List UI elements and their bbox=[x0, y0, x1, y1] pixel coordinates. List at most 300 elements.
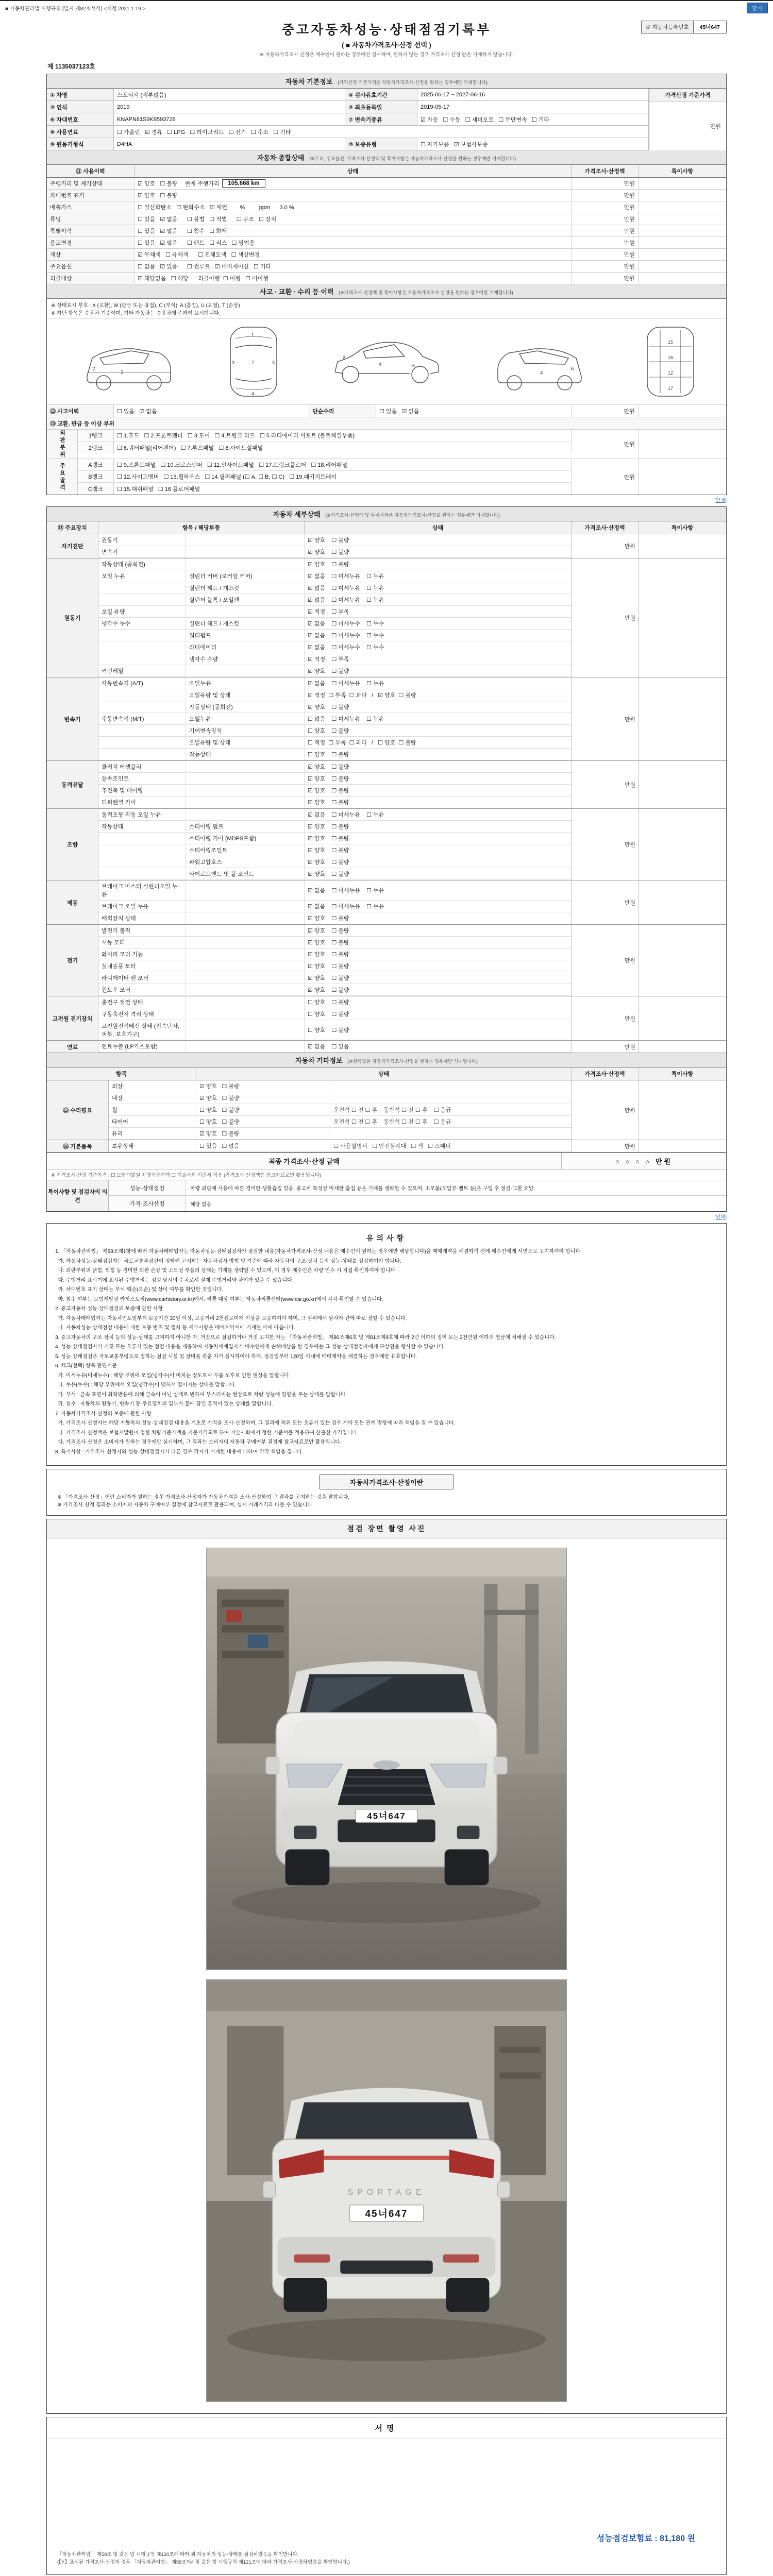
rank-row bbox=[78, 430, 572, 442]
group-note bbox=[638, 1140, 726, 1152]
field-label: ⑩ 보증유형 bbox=[345, 138, 417, 150]
group-note bbox=[638, 996, 726, 1040]
row-status-checkboxes: ☑ 무채색 ☐ 유채색 ☐ 전체도색 ☐ 색상변경 bbox=[138, 252, 260, 258]
detail-row bbox=[98, 761, 572, 773]
detail-row bbox=[98, 912, 572, 924]
rank-label: B랭크 bbox=[78, 471, 114, 482]
row-subitem: 작동상태 bbox=[186, 749, 305, 760]
row-item: 구동축전지 격리 상태 bbox=[98, 1008, 186, 1020]
row-subitem: 실린더 헤드 / 개스킷 bbox=[186, 618, 305, 629]
row-item bbox=[98, 653, 186, 665]
row-subitem bbox=[186, 925, 305, 936]
row-subitem: 오일누유 bbox=[186, 713, 305, 724]
row-subitem bbox=[186, 796, 305, 808]
detail-row bbox=[98, 773, 572, 785]
detail-row bbox=[98, 960, 572, 972]
row-status-checkboxes: ☑ 양호 ☐ 불량 bbox=[308, 975, 349, 981]
detail-row bbox=[98, 749, 572, 760]
detail-row bbox=[98, 996, 572, 1008]
row-status-checkboxes: ☑ 없음 ☐ 미세누유 ☐ 누유 bbox=[308, 597, 384, 603]
notice-paragraph: 다. 부식 : 금속 표면이 화학반응에 의해 금속이 아닌 상태로 변하여 부스러지는 현상으로 차량 성능에 영향을 주는 상태를 말합니다. bbox=[55, 1392, 347, 1398]
col-status: 상태 bbox=[196, 1067, 572, 1080]
field-value: D4HA bbox=[114, 138, 345, 150]
etc-group bbox=[47, 1140, 726, 1153]
etc-row bbox=[109, 1128, 572, 1140]
field-value: 2025-06-17 ~ 2027-06-16 bbox=[417, 89, 649, 101]
row-subitem: 라디에이터 bbox=[186, 641, 305, 653]
row-note bbox=[638, 249, 726, 260]
inspection-photo-front bbox=[206, 1548, 567, 1970]
row-label: 용도변경 bbox=[47, 237, 135, 248]
row-status-checkboxes: ☑ 양호 ☐ 불량 bbox=[308, 704, 349, 710]
svg-text:2: 2 bbox=[92, 366, 95, 372]
row-item: 변속기 bbox=[98, 546, 186, 557]
comprehensive-row bbox=[47, 213, 726, 225]
section-bar-comprehensive bbox=[47, 150, 726, 165]
pricing-info-title: 자동차가격조사·산정이란 bbox=[320, 1475, 453, 1489]
detail-group bbox=[47, 809, 726, 880]
row-item bbox=[98, 856, 186, 868]
row-subitem: 냉각수 수량 bbox=[186, 653, 305, 665]
row-subitem bbox=[186, 912, 305, 924]
section-note: (※가격조사·산정액 및 특이사항은 자동차가격조사·산정을 원하는 경우에만 기재합니다) bbox=[325, 513, 500, 518]
row-subitem: 실린더 헤드 / 개스킷 bbox=[186, 582, 305, 594]
row-status-checkboxes: ☑ 없음 ☐ 미세누유 ☐ 누유 bbox=[308, 812, 384, 818]
row-note bbox=[638, 273, 726, 284]
notice-paragraph: 5. 성능·상태점검은 국토교통부령으로 정하는 점검 시설 및 장비를 갖춘 자가 실시하여야 하며, 점검일부터 120일 이내에 매매계약을 체결하는 경우에만 유효합니다. bbox=[55, 1353, 417, 1360]
row-status-checkboxes: ☑ 양호 ☐ 불량 bbox=[308, 871, 349, 877]
row-item: 시동 모터 bbox=[98, 937, 186, 948]
row-price: 만원 bbox=[572, 201, 638, 213]
field-label: ④ 검사유효기간 bbox=[345, 89, 417, 101]
row-note bbox=[638, 237, 726, 248]
detail-row bbox=[98, 701, 572, 713]
group-note bbox=[638, 925, 726, 996]
row-status-checkboxes: ☑ 양호 ☐ 불량 bbox=[308, 668, 349, 674]
row-label: 주요옵션 bbox=[47, 261, 135, 272]
row-note bbox=[638, 225, 726, 236]
detail-row bbox=[98, 534, 572, 546]
group-name: 자기진단 bbox=[47, 534, 98, 558]
detail-row bbox=[98, 665, 572, 677]
group-name: 원동기 bbox=[47, 558, 98, 677]
row-subitem: 타이로드엔드 및 볼 조인트 bbox=[186, 868, 305, 879]
row-label: 튜닝 bbox=[47, 213, 135, 225]
section-bar-etc bbox=[47, 1053, 726, 1067]
car-diagram-side-view-icon bbox=[327, 333, 446, 390]
detail-row bbox=[98, 1020, 572, 1040]
svg-text:17: 17 bbox=[668, 386, 674, 391]
group-note bbox=[638, 558, 726, 677]
row-item: 오일 유량 bbox=[98, 606, 186, 617]
detail-row bbox=[98, 594, 572, 606]
group-name: 동력전달 bbox=[47, 761, 98, 808]
group-name: 연료 bbox=[47, 1041, 98, 1053]
group-name: 변속기 bbox=[47, 677, 98, 760]
row-item bbox=[98, 844, 186, 856]
rank-label: C랭크 bbox=[78, 483, 114, 495]
comprehensive-row bbox=[47, 178, 726, 190]
row-price: 만원 bbox=[572, 178, 638, 189]
row-item bbox=[98, 701, 186, 713]
print-link[interactable]: [인쇄] bbox=[714, 1214, 727, 1220]
document-header bbox=[46, 16, 727, 71]
rank-items: ☐ 1.후드 ☐ 2.프론트펜더 ☐ 3.도어 ☐ 4.트렁크 리드 ☐ 5.라디에이터 서포트 (볼트체결부품) bbox=[114, 430, 572, 441]
pricing-info-line: ※ 가격조사·산정 결과는 소비자의 자동차 구매여부 결정에 참고자료로 활용되며, 실제 거래가격과 다를 수 있습니다. bbox=[57, 1502, 314, 1508]
section-bar-detail bbox=[47, 507, 726, 521]
subtitle: ( ■ 자동차가격조사·산정 선택 ) bbox=[342, 41, 431, 49]
row-item: 배력장치 상태 bbox=[98, 912, 186, 924]
row-extra-checkboxes bbox=[330, 1092, 572, 1104]
detail-row bbox=[98, 937, 572, 948]
rank-items: ☐ 15.대쉬패널 ☐ 16.플로어패널 bbox=[114, 483, 572, 495]
group-price: 만원 bbox=[572, 1041, 638, 1053]
row-status-checkboxes: ☑ 없음 ☐ 미세누유 ☐ 누유 bbox=[308, 585, 384, 591]
car-diagram-underbody-icon bbox=[640, 323, 701, 400]
row-status-checkboxes: ☑ 양호 ☐ 불량 bbox=[308, 788, 349, 794]
detail-head bbox=[47, 521, 726, 534]
row-item: 실내송풍 모터 bbox=[98, 960, 186, 972]
row-subitem bbox=[186, 785, 305, 796]
row-item: 윈도우 모터 bbox=[98, 984, 186, 995]
notice-paragraph: 다. 주행거리 표시기에 표시된 주행거리는 점검 당시의 수치로서 실제 주행거리와 차이가 있을 수 있습니다. bbox=[55, 1277, 294, 1283]
col-usage-history: ⑪ 사용이력 bbox=[47, 165, 135, 177]
rank-row bbox=[78, 459, 572, 471]
row-subitem bbox=[186, 948, 305, 960]
detail-row bbox=[98, 809, 572, 821]
row-status-checkboxes: ☑ 양호 ☐ 불량 bbox=[196, 1128, 330, 1139]
row-subitem bbox=[186, 1020, 305, 1040]
row-note bbox=[638, 213, 726, 225]
group-name: 제동 bbox=[47, 880, 98, 924]
detail-group bbox=[47, 761, 726, 809]
field-value: 2019-05-17 bbox=[417, 101, 649, 113]
col-item: 항목 bbox=[47, 1067, 196, 1080]
detail-row bbox=[98, 1041, 572, 1053]
detail-row bbox=[98, 677, 572, 689]
rank-items: ☐ 9.프론트패널 ☐ 10.크로스멤버 ☐ 11.인사이드패널 ☐ 17.트렁크플로어 ☐ 18.리어패널 bbox=[114, 459, 572, 470]
row-status-checkboxes: ☑ 없음 ☐ 미세누유 ☐ 누유 bbox=[308, 888, 384, 894]
row-item: 디퍼렌셜 기어 bbox=[98, 796, 186, 808]
detail-row bbox=[98, 856, 572, 868]
row-subitem bbox=[186, 761, 305, 772]
mileage-readout bbox=[185, 179, 265, 188]
special-note-text: 차량 외판에 사용에 따른 경미한 생활흠집 있음. 중고차 특성상 미세한 흠집 등은 기재를 생략할 수 있으며, 소모품(오일류·벨트 등)은 구입 후 점검·교환 요망. bbox=[190, 1186, 535, 1192]
row-subitem: 실린더 커버 (로커암 커버) bbox=[186, 570, 305, 582]
outer-panel-rows bbox=[47, 430, 726, 459]
row-status-checkboxes: ☐ 있음 ☑ 없음 ☐ 불법 ☐ 적법 ☐ 구조 ☐ 장치 bbox=[138, 216, 277, 223]
row-status-checkboxes: ☑ 양호 ☐ 불량 bbox=[196, 1080, 330, 1092]
detail-row bbox=[98, 570, 572, 582]
damage-code-legend bbox=[47, 299, 726, 319]
row-subitem bbox=[186, 1008, 305, 1020]
main-frame-group-label: 주요골격 bbox=[47, 459, 78, 495]
group-name: 고전원 전기장치 bbox=[47, 996, 98, 1040]
section-title: 자동차 기타정보 bbox=[295, 1057, 343, 1064]
accident-history-checkboxes: ☐ 있음 ☑ 없음 bbox=[114, 405, 309, 417]
row-status-checkboxes: ☐ 있음 ☑ 없음 ☐ 침수 ☐ 화재 bbox=[138, 228, 227, 234]
row-status-checkboxes: ☑ 없음 ☐ 미세누수 ☐ 누수 bbox=[308, 645, 384, 651]
row-status-checkboxes: ☐ 양호 ☐ 불량 bbox=[308, 728, 349, 734]
detail-row bbox=[98, 653, 572, 665]
field-value: ☐ 가솔린 ☑ 경유 ☐ LPG ☐ 하이브리드 ☐ 전기 ☐ 수소 ☐ 기타 bbox=[114, 126, 649, 138]
row-subitem: 스티어링 펌프 bbox=[186, 821, 305, 832]
notice-paragraph: 4. 성능·상태점검자가 거짓 또는 오류가 있는 점검 내용을 제공하여 자동차매매업자가 매수인에게 손해배상을 한 경우에는 그 성능·상태점검자에게 구상권을 행사할 수 있습니다. bbox=[55, 1344, 445, 1350]
simple-repair-checkboxes: ☐ 있음 ☑ 없음 bbox=[376, 405, 572, 417]
notice-paragraph: 나. 누유(누수) : 해당 부위에서 오일(냉각수)이 맺혀서 떨어지는 상태를 말합니다. bbox=[55, 1382, 237, 1388]
row-status-checkboxes: ☑ 양호 ☐ 불량 bbox=[308, 824, 349, 830]
row-item: 고전원전기배선 상태 (접속단자, 피복, 보호기구) bbox=[98, 1020, 186, 1040]
pricing-info-line: ※ 「가격조사·산정」이란 소비자가 원하는 경우 가격조사·산정자가 자동차가격을 조사·산정하여 그 결과를 고지하는 것을 말합니다. bbox=[57, 1495, 350, 1500]
row-subitem bbox=[186, 534, 305, 546]
base-price-column bbox=[649, 89, 726, 150]
row-subitem bbox=[186, 558, 305, 570]
section-title: 사고 · 교환 · 수리 등 이력 bbox=[260, 288, 334, 296]
row-subitem: 오일유량 및 상태 bbox=[186, 737, 305, 748]
row-item: 휠 bbox=[109, 1104, 196, 1115]
detail-row bbox=[98, 972, 572, 984]
detail-row bbox=[98, 618, 572, 630]
field-label: ⑤ 최초등록일 bbox=[345, 101, 417, 113]
group-note bbox=[638, 761, 726, 808]
field-label: ⑦ 변속기종류 bbox=[345, 113, 417, 126]
group-note bbox=[638, 459, 726, 495]
notice-paragraph: 가. 미세누유(미세누수) : 해당 부위에 오일(냉각수)이 비치는 정도로서 부품 노후로 인한 현상을 말합니다. bbox=[55, 1372, 291, 1379]
signature-legal-lines bbox=[47, 2551, 726, 2574]
row-status-checkboxes: ☑ 양호 ☐ 불량 bbox=[308, 859, 349, 866]
row-subitem: 오일유량 및 상태 bbox=[186, 689, 305, 701]
row-status-checkboxes: ☑ 양호 ☐ 불량 bbox=[308, 940, 349, 946]
svg-text:2: 2 bbox=[342, 355, 345, 360]
row-item: 클러치 어셈블리 bbox=[98, 761, 186, 772]
section-note: (※가격조사·산정액 및 특이사항은 자동차가격조사·산정을 원하는 경우에만 기재합니다) bbox=[339, 290, 513, 295]
group-price: 만원 bbox=[572, 996, 638, 1040]
license-plate-front: 45너647 bbox=[367, 1811, 406, 1821]
row-item bbox=[98, 582, 186, 594]
box-pricing-info bbox=[46, 1469, 727, 1516]
group-name: ⑯ 기본품목 bbox=[47, 1140, 109, 1152]
row-item: 충전구 절연 상태 bbox=[98, 996, 186, 1008]
row-status-checkboxes: ☐ 일산화탄소 ☐ 탄화수소 ☑ 매연 % ppm 3.0 % bbox=[138, 205, 294, 211]
row-label: 주행거리 및 계기상태 bbox=[47, 178, 135, 189]
print-link-row bbox=[46, 496, 727, 503]
svg-text:3: 3 bbox=[231, 360, 234, 365]
car-diagram-front-quarter-icon bbox=[72, 327, 180, 397]
row-status-checkboxes: ☐ 양호 ☐ 불량 bbox=[308, 999, 349, 1006]
close-button[interactable]: 닫기 bbox=[747, 3, 768, 13]
car-rear bbox=[263, 2088, 510, 2312]
row-status-checkboxes: ☑ 양호 ☐ 불량 bbox=[308, 549, 349, 555]
svg-text:4: 4 bbox=[540, 370, 543, 376]
row-status-checkboxes: ☑ 양호 ☐ 불량 bbox=[308, 928, 349, 934]
row-item: 작동상태 (공회전) bbox=[98, 558, 186, 570]
row-item: 작동상태 bbox=[98, 821, 186, 832]
row-item bbox=[98, 630, 186, 641]
mileage-label: 현재 주행거리 bbox=[184, 181, 220, 187]
inspection-photo-rear bbox=[206, 1979, 567, 2402]
photos-title: 점검 장면 촬영 사진 bbox=[47, 1519, 726, 1538]
etc-row bbox=[109, 1104, 572, 1116]
outer-panel-group-label: 외판부위 bbox=[47, 430, 78, 459]
row-status-checkboxes: ☑ 해당없음 ☐ 해당 리콜이행 ☐ 이행 ☐ 미이행 bbox=[138, 276, 268, 282]
document-number: 제 1135037123호 bbox=[47, 63, 95, 70]
detail-row bbox=[98, 558, 572, 570]
row-label: 리콜대상 bbox=[47, 273, 135, 284]
section-title: 자동차 세부상태 bbox=[273, 511, 321, 518]
notice-paragraph: 라. 차대번호 표기 상태는 부식·훼손(오손) 및 상이 여부를 확인한 것입니다. bbox=[55, 1287, 224, 1293]
svg-text:7: 7 bbox=[251, 360, 254, 365]
detail-row bbox=[98, 833, 572, 844]
svg-text:6: 6 bbox=[571, 366, 574, 372]
row-status-checkboxes: ☑ 적정 ☐ 부족 ☐ 과다 / ☑ 양호 ☐ 불량 bbox=[308, 692, 416, 699]
row-status-checkboxes: ☑ 없음 ☐ 미세누유 ☐ 누유 bbox=[308, 681, 384, 687]
row-status-checkboxes: ☐ 있음 ☐ 없음 bbox=[196, 1140, 330, 1151]
row-item: 커먼레일 bbox=[98, 665, 186, 676]
row-item: 원동기 bbox=[98, 534, 186, 546]
row-status-checkboxes: ☑ 없음 ☐ 미세누수 ☐ 누수 bbox=[308, 633, 384, 639]
col-price: 가격조사·산정액 bbox=[572, 165, 638, 177]
detail-row bbox=[98, 737, 572, 749]
row-item bbox=[98, 725, 186, 736]
signature-title: 서명 bbox=[47, 2417, 726, 2439]
box-signature bbox=[46, 2417, 727, 2575]
row-subitem bbox=[186, 972, 305, 984]
row-status-checkboxes: ☐ 양호 ☐ 불량 bbox=[308, 752, 349, 758]
detail-group bbox=[47, 925, 726, 996]
row-note bbox=[638, 261, 726, 272]
special-note-row bbox=[47, 1180, 726, 1211]
detail-row bbox=[98, 1008, 572, 1020]
legal-line-2: (【Y】표시된 가격조사·산정의 경우 「자동차관리법」 제58조의4 및 같은 법 시행규칙 제121조에 따라 가격조사·산정하였음을 확인합니다.) bbox=[57, 2560, 350, 2566]
group-price: 만원 bbox=[572, 761, 638, 808]
detail-row bbox=[98, 582, 572, 594]
box-photos bbox=[46, 1519, 727, 2414]
final-price-value: ○ ○ ○ ○ 만원 bbox=[561, 1153, 726, 1169]
svg-text:15: 15 bbox=[668, 340, 674, 345]
row-item: 냉각수 누수 bbox=[98, 618, 186, 629]
comprehensive-row bbox=[47, 190, 726, 201]
detail-row bbox=[98, 713, 572, 725]
field-value: KNAPN81S9K9593728 bbox=[114, 113, 345, 126]
detail-row bbox=[98, 785, 572, 796]
field-value: 스포티지 (세부없음) bbox=[114, 89, 345, 101]
row-status-checkboxes: ☑ 양호 ☐ 불량 bbox=[308, 562, 349, 568]
comprehensive-row bbox=[47, 201, 726, 213]
row-item: 내장 bbox=[109, 1092, 196, 1104]
registration-number-label: ② 자동차등록번호 bbox=[642, 21, 693, 33]
group-note bbox=[638, 677, 726, 760]
comprehensive-row bbox=[47, 273, 726, 284]
group-price: 만원 bbox=[572, 809, 638, 880]
detail-row bbox=[98, 546, 572, 558]
field-value: 2019 bbox=[114, 101, 345, 113]
pricing-info-text bbox=[47, 1494, 726, 1515]
row-subitem bbox=[186, 773, 305, 784]
row-item bbox=[98, 641, 186, 653]
detail-row bbox=[98, 796, 572, 808]
group-note bbox=[638, 880, 726, 924]
etc-group bbox=[47, 1080, 726, 1140]
col-price: 가격조사·산정액 bbox=[572, 521, 638, 534]
notice-paragraph: 라. 침수 : 자동차의 원동기, 변속기 등 주요장치의 일부가 물에 잠긴 흔적이 있는 상태를 말합니다. bbox=[55, 1401, 273, 1407]
detail-group bbox=[47, 534, 726, 558]
row-subitem: 기어변속장치 bbox=[186, 725, 305, 736]
detail-row bbox=[98, 641, 572, 653]
row-status-checkboxes: ☑ 양호 ☐ 불량 bbox=[308, 537, 349, 544]
detail-group bbox=[47, 558, 726, 677]
row-price: 만원 bbox=[572, 190, 638, 201]
row-label: 차대번호 표기 bbox=[47, 190, 135, 201]
group-name: ⑮ 수리필요 bbox=[47, 1080, 109, 1140]
etc-row bbox=[109, 1092, 572, 1104]
row-note bbox=[638, 178, 726, 189]
row-status-checkboxes: ☐ 있음 ☑ 없음 ☐ 렌트 ☐ 리스 ☐ 영업용 bbox=[138, 240, 255, 246]
row-note bbox=[638, 190, 726, 201]
detail-group bbox=[47, 1041, 726, 1053]
group-note bbox=[638, 1041, 726, 1053]
row-status-checkboxes: ☐ 없음 ☐ 미세누유 ☐ 누유 bbox=[308, 716, 384, 722]
simple-repair-label: 단순수리 bbox=[309, 405, 376, 417]
group-price: 만원 bbox=[572, 1080, 638, 1140]
row-subitem bbox=[186, 880, 305, 900]
row-item: 브레이크 마스터 실린더오일 누유 bbox=[98, 880, 186, 900]
special-note-text: 해당 없음 bbox=[190, 1201, 212, 1208]
row-status-checkboxes: ☑ 양호 ☐ 불량 bbox=[308, 963, 349, 970]
row-item: 자동변속기 (A/T) bbox=[98, 677, 186, 689]
row-note bbox=[638, 201, 726, 213]
row-item: 오일 누유 bbox=[98, 570, 186, 582]
svg-text:6: 6 bbox=[412, 363, 415, 368]
detail-row bbox=[98, 844, 572, 856]
form-reference: ■ 자동차관리법 시행규칙 [별지 제82호서식] <개정 2021.1.19.> bbox=[5, 6, 146, 12]
section-bar-basic bbox=[47, 74, 726, 89]
row-item: 유리 bbox=[109, 1128, 196, 1139]
print-link[interactable]: [인쇄] bbox=[714, 498, 727, 503]
row-item bbox=[98, 749, 186, 760]
car-diagram-rear-quarter-icon bbox=[489, 327, 597, 397]
row-item bbox=[98, 689, 186, 701]
row-status-checkboxes: ☑ 없음 ☐ 미세누유 ☐ 누유 bbox=[308, 904, 384, 910]
notice-paragraph: 나. 외판부위의 긁힘, 찍힘 등 경미한 외관 손상 및 소모성 부품의 상태는 기재를 생략할 수 있으며, 이 경우 매수인은 차량 인수 시 직접 확인하여야 합니다. bbox=[55, 1268, 397, 1274]
row-extra-checkboxes bbox=[330, 1128, 572, 1139]
row-price: 만원 bbox=[572, 261, 638, 272]
print-link-row bbox=[46, 1213, 727, 1220]
legend-line-1: ※ 상태표시 부호 : X (교환), W (판금 또는 용접), C (부식), A (흠집), U (요철), T (손상) bbox=[51, 303, 240, 309]
group-note bbox=[638, 430, 726, 459]
row-item: 발전기 출력 bbox=[98, 925, 186, 936]
mileage-value: 105,668 km bbox=[222, 179, 265, 188]
box-basic-info bbox=[46, 74, 727, 495]
row-item: 추진축 및 베어링 bbox=[98, 785, 186, 796]
detail-group bbox=[47, 677, 726, 761]
notice-paragraph: 가. 가격조사·산정자는 해당 자동차의 성능·상태점검 내용을 기초로 가격을 조사·산정하며, 그 결과에 허위 또는 오류가 있는 경우 계약 또는 관계 법령에 따라 책임을 질 수 있습니다. bbox=[55, 1420, 456, 1426]
row-item: 동력조향 작동 오일 누유 bbox=[98, 809, 186, 820]
field-label: ⑧ 사용연료 bbox=[47, 126, 114, 138]
detail-group bbox=[47, 880, 726, 925]
final-price-row bbox=[47, 1153, 726, 1170]
svg-text:12: 12 bbox=[668, 370, 674, 376]
row-price: 만원 bbox=[572, 405, 638, 417]
section-title: 자동차 기본정보 bbox=[285, 78, 333, 86]
row-status-checkboxes: ☐ 양호 ☐ 불량 bbox=[196, 1116, 330, 1127]
detail-row bbox=[98, 984, 572, 996]
notice-paragraph: 2. 중고자동차 성능·상태점검의 보증에 관한 사항 bbox=[55, 1306, 163, 1312]
row-item: 등속조인트 bbox=[98, 773, 186, 784]
row-status-checkboxes: ☐ 없음 ☑ 있음 ☐ 썬루프 ☑ 네비게이션 ☐ 기타 bbox=[138, 264, 272, 270]
row-subitem: 실린더 블록 / 오일팬 bbox=[186, 594, 305, 605]
group-note bbox=[638, 809, 726, 880]
row-item: 연료누출 (LP가스포함) bbox=[98, 1041, 186, 1052]
